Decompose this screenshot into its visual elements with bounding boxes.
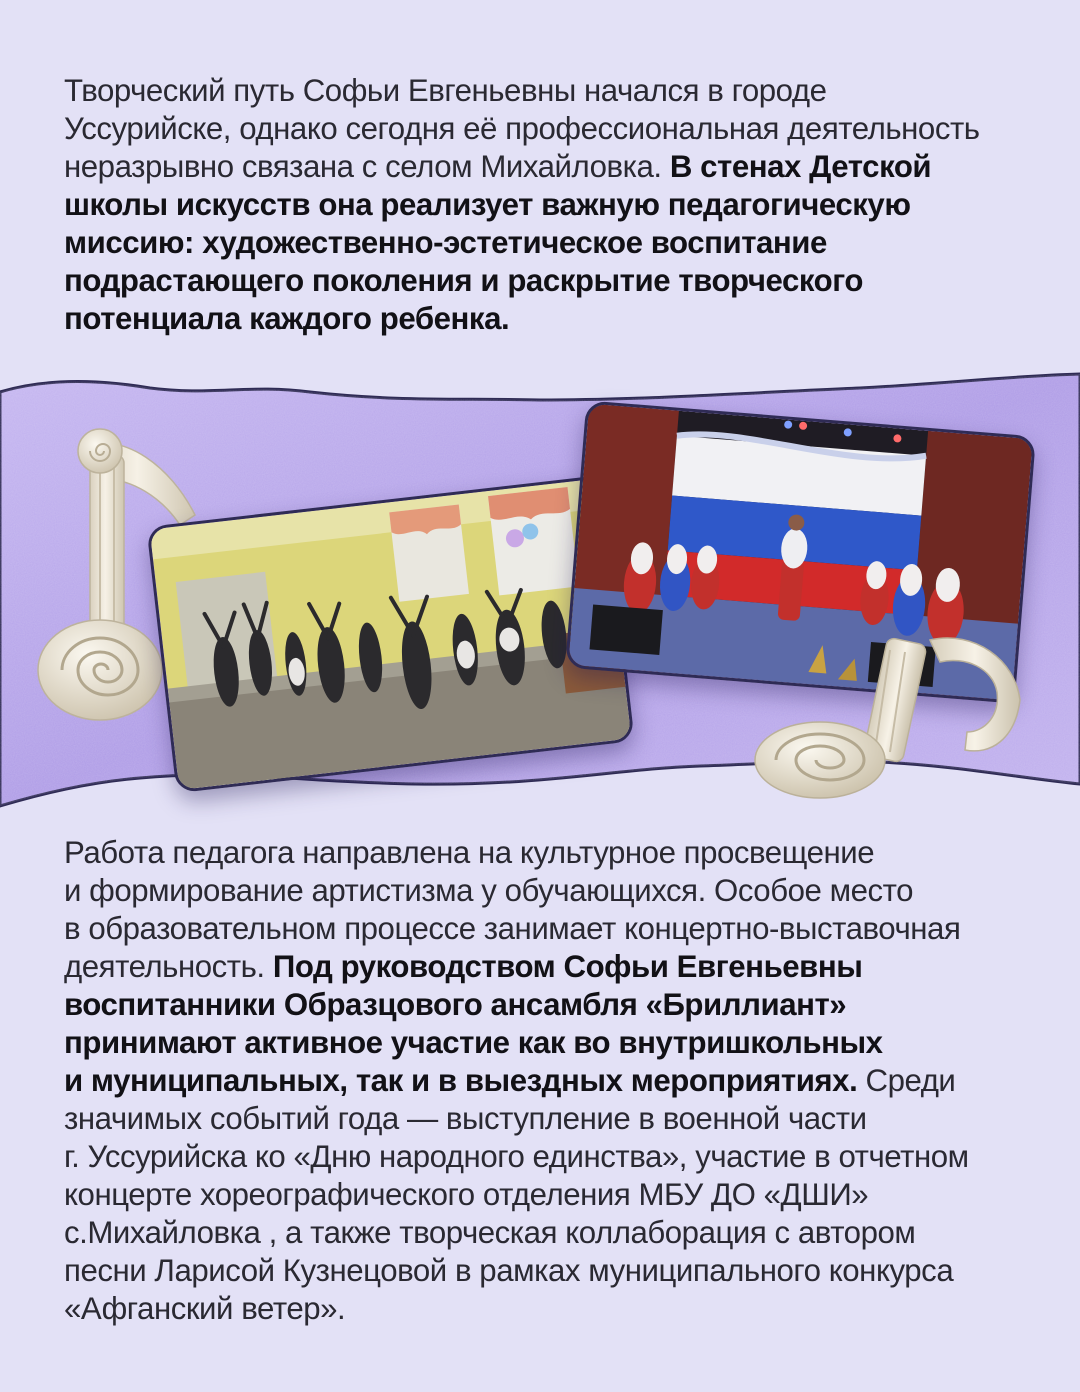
bold-text: школы искусств она реализует важную педагогическую <box>64 187 911 222</box>
work-paragraph <box>64 834 1024 1328</box>
text-line <box>64 948 1024 986</box>
text-line: «Афганский ветер». <box>64 1291 346 1326</box>
text-fragment: неразрывно связана с селом Михайловка. <box>64 149 670 184</box>
dance-studio-photo <box>146 475 634 793</box>
bold-text: потенциала каждого ребенка. <box>64 301 510 336</box>
intro-paragraph <box>64 72 1024 338</box>
text-line-bold <box>64 1024 1024 1062</box>
text-line: песни Ларисой Кузнецовой в рамках муниципального конкурса <box>64 1253 954 1288</box>
text-line-bold <box>64 224 1024 262</box>
text-fragment: Среди <box>857 1063 956 1098</box>
text-line: концерте хореографического отделения МБУ ДО «ДШИ» <box>64 1177 869 1212</box>
text-line: значимых событий года — выступление в военной части <box>64 1101 867 1136</box>
bold-text: миссию: художественно-эстетическое воспитание <box>64 225 827 260</box>
bold-text: принимают активное участие как во внутришкольных <box>64 1025 883 1060</box>
bold-text: воспитанники Образцового ансамбля «Бриллиант» <box>64 987 847 1022</box>
bold-text: подрастающего поколения и раскрытие творческого <box>64 263 863 298</box>
text-line: и формирование артистизма у обучающихся. Особое место <box>64 873 914 908</box>
text-line: в образовательном процессе занимает концертно-выставочная <box>64 911 961 946</box>
text-line: г. Уссурийска ко «Дню народного единства», участие в отчетном <box>64 1139 969 1174</box>
text-line-bold <box>64 186 1024 224</box>
musical-note-icon <box>745 620 1030 800</box>
text-line <box>64 148 1024 186</box>
text-line: Работа педагога направлена на культурное просвещение <box>64 835 875 870</box>
bold-text: Под руководством Софьи Евгеньевны <box>272 949 863 984</box>
text-line-bold <box>64 300 1024 338</box>
text-line: Уссурийске, однако сегодня её профессиональная деятельность <box>64 111 980 146</box>
text-fragment: деятельность. <box>64 949 273 984</box>
bold-text: В стенах Детской <box>669 149 932 184</box>
text-line-bold <box>64 262 1024 300</box>
text-line <box>64 1062 1024 1100</box>
text-line: Творческий путь Софьи Евгеньевны начался в городе <box>64 73 827 108</box>
text-line: с.Михайловка , а также творческая коллаборация с автором <box>64 1215 916 1250</box>
text-line-bold <box>64 986 1024 1024</box>
bold-text: и муниципальных, так и в выездных мероприятиях. <box>64 1063 858 1098</box>
